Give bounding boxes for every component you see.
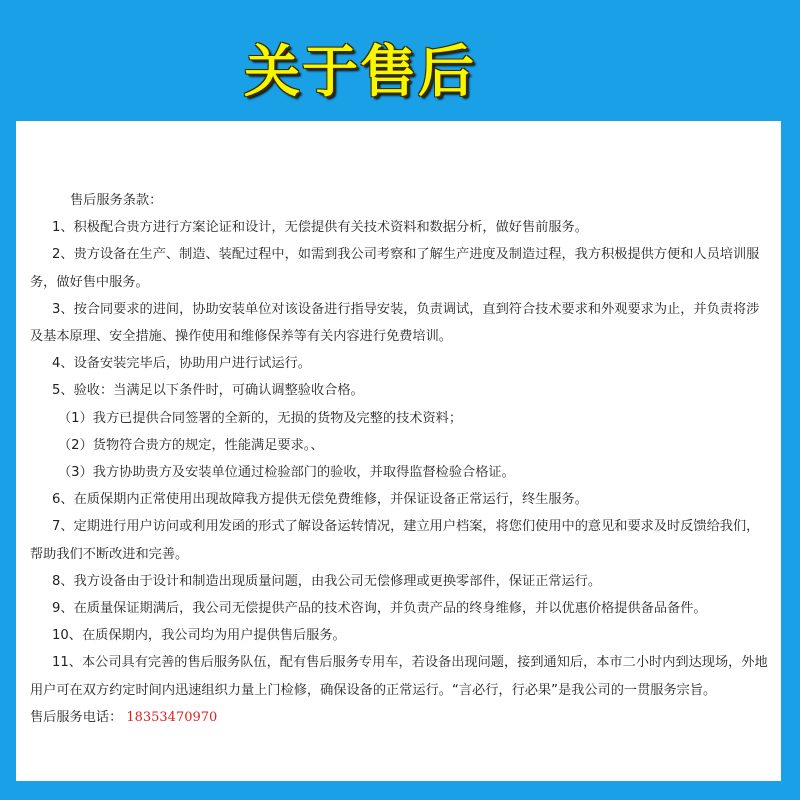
term-subitem-2: （2）货物符合贵方的规定，性能满足要求。、: [58, 437, 324, 453]
term-item-8: 8、我方设备由于设计和制造出现质量问题，由我公司无偿修理或更换零部件，保证正常运行。: [52, 573, 602, 589]
term-item-10: 10、在质保期内，我公司均为用户提供售后服务。: [52, 628, 346, 644]
term-subitem-1: （1）我方已提供合同签署的全新的，无损的货物及完整的技术资料；: [58, 410, 463, 426]
term-item-9: 9、在质量保证期满后，我公司无偿提供产品的技术咨询，并负责产品的终身维修，并以优惠价格提供备品备件。: [52, 601, 707, 617]
term-item-3: 3、按合同要求的进间，协助安装单位对该设备进行指导安装，负责调试，直到符合技术要求和外观要求为止，并负责将涉及基本原理、安全措施、操作使用和维修保养等有关内容进行免费培训。: [30, 301, 760, 345]
term-item-11: 11、本公司具有完善的售后服务队伍，配有售后服务专用车，若设备出现问题，接到通知后，本市二小时内到达现场，外地用户可在双方约定时间内迅速组织力量上门检修，确保设备的正常运行。“言必行，行必果”是我公司的一贯服务宗旨。: [30, 655, 768, 698]
page-title: 关于售后: [244, 40, 476, 105]
terms-heading: 售后服务条款：: [70, 193, 163, 208]
term-item-4: 4、设备安装完毕后，协助用户进行试运行。: [52, 356, 311, 372]
service-phone-row: [30, 704, 772, 731]
term-item-2: 2、贵方设备在生产、制造、装配过程中，如需到我公司考察和了解生产进度及制造过程，我方积极提供方便和人员培训服务，做好售中服务。: [30, 247, 760, 290]
term-item-6: 6、在质保期内正常使用出现故障我方提供无偿免费维修，并保证设备正常运行，终生服务。: [52, 492, 588, 508]
term-subitem-3: （3）我方协助贵方及安装单位通过检验部门的验收，并取得监督检验合格证。: [58, 465, 515, 481]
phone-label: 售后服务电话：: [30, 709, 123, 725]
phone-number[interactable]: 18353470970: [126, 709, 218, 725]
term-item-7: 7、定期进行用户访问或利用发函的形式了解设备运转情况，建立用户档案，将您们使用中的意见和要求及时反馈给我们，帮助我们不断改进和完善。: [30, 519, 760, 562]
content-panel: [16, 121, 781, 781]
term-item-5: 5、验收：当满足以下条件时，可确认调整验收合格。: [52, 383, 364, 399]
term-item-1: 1、积极配合贵方进行方案论证和设计，无偿提供有关技术资料和数据分析，做好售前服务。: [52, 220, 588, 236]
service-terms: [30, 187, 772, 731]
